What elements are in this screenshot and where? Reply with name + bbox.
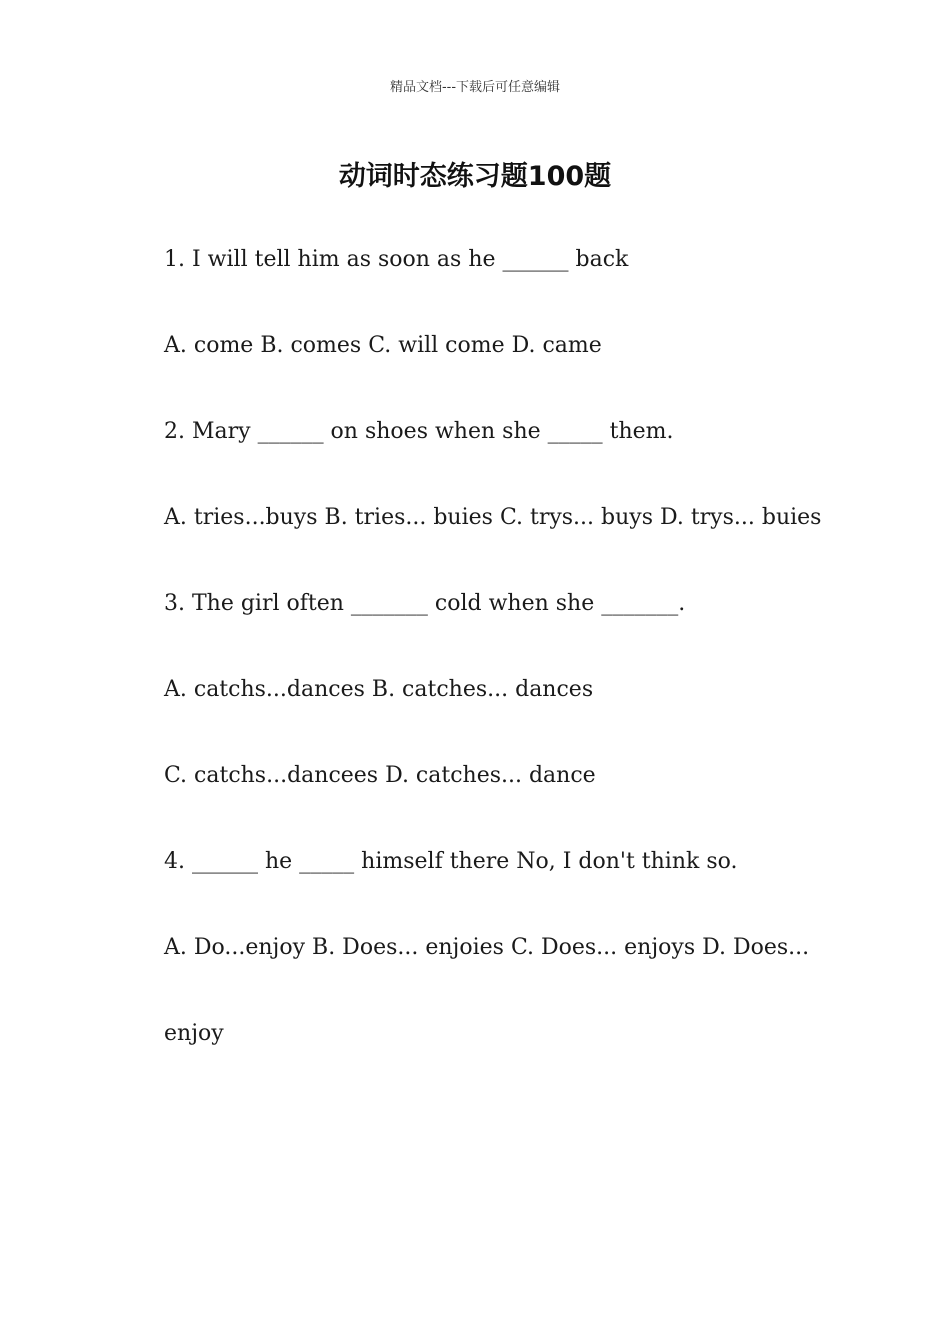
question-4-options-line-2: enjoy xyxy=(164,1021,224,1046)
document-title: 动词时态练习题100题 xyxy=(338,161,612,192)
question-1-options: A. come B. comes C. will come D. came xyxy=(164,333,602,358)
question-3-options-line-2: C. catchs...dancees D. catches... dance xyxy=(164,763,596,788)
question-2-text: 2. Mary ______ on shoes when she _____ them. xyxy=(164,419,674,444)
question-4-options-line-1: A. Do...enjoy B. Does... enjoies C. Does... enjoys D. Does... xyxy=(164,935,810,960)
question-1-text: 1. I will tell him as soon as he ______ back xyxy=(164,247,629,272)
header-note: 精品文档---下载后可任意编辑 xyxy=(389,80,561,95)
question-2-options: A. tries...buys B. tries... buies C. trys... buys D. trys... buies xyxy=(164,505,822,530)
question-4-text: 4. ______ he _____ himself there No, I don't think so. xyxy=(164,849,738,874)
question-3-options-line-1: A. catchs...dances B. catches... dances xyxy=(164,677,594,702)
question-3-text: 3. The girl often _______ cold when she _______. xyxy=(164,591,686,616)
